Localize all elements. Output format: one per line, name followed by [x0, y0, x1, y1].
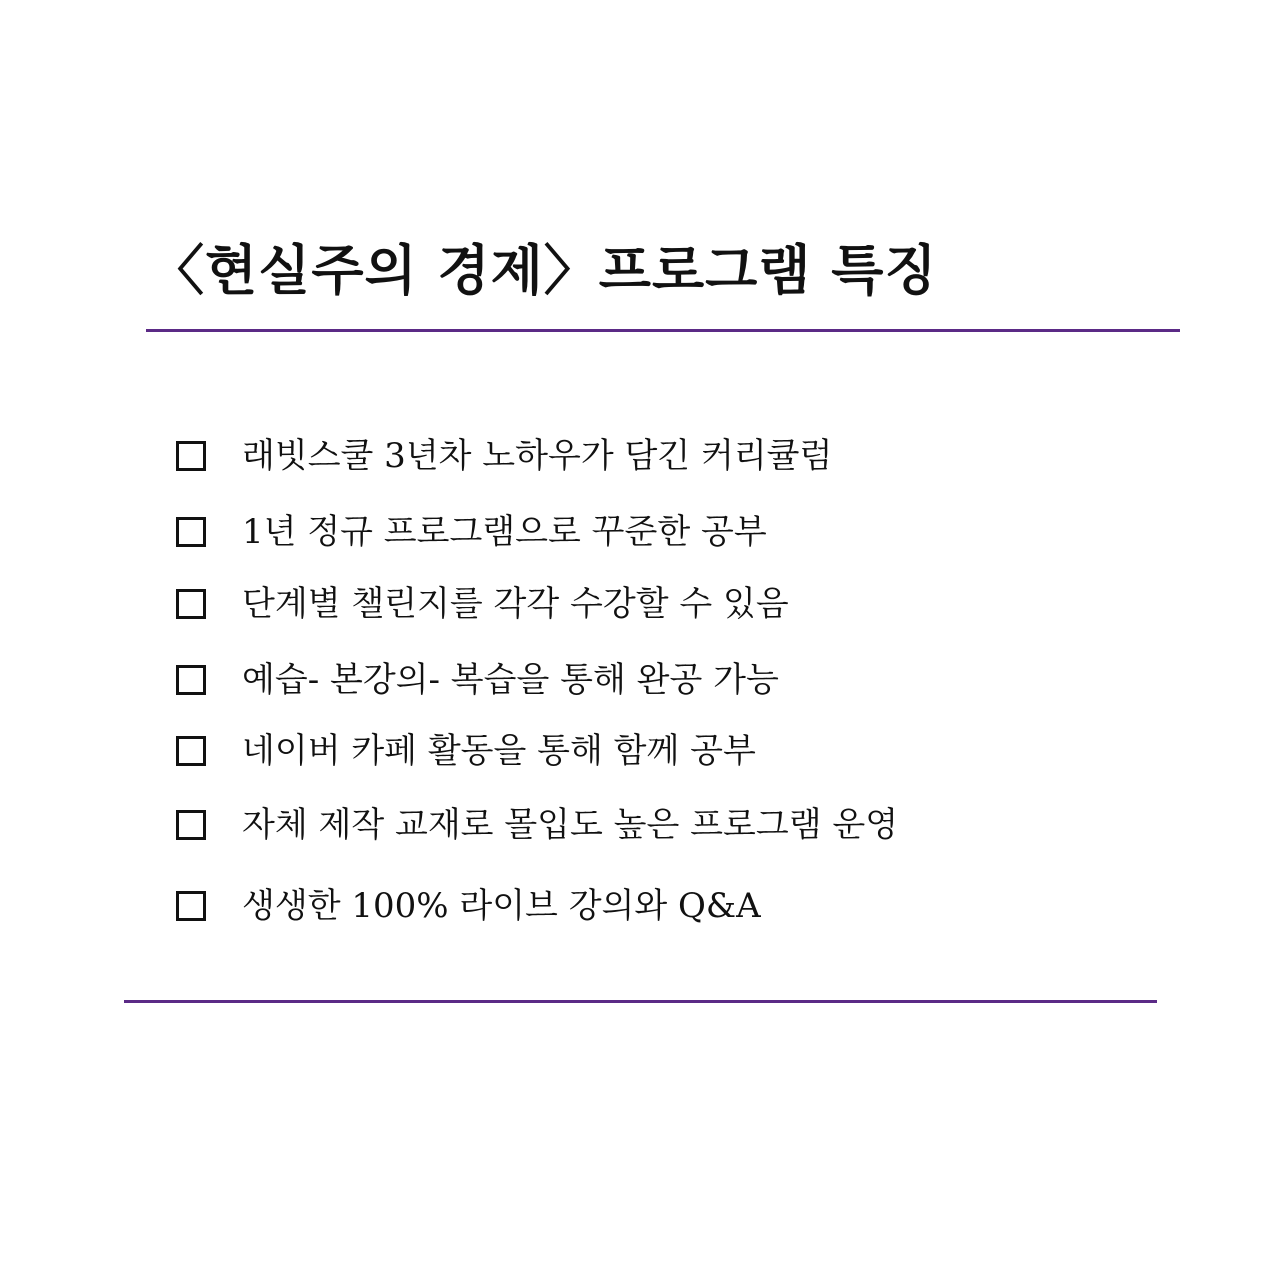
- feature-item: [176, 886, 761, 926]
- bottom-divider: [124, 1000, 1157, 1003]
- page-title: 〈현실주의 경제〉프로그램 특징: [150, 238, 938, 302]
- checkbox[interactable]: [176, 736, 206, 766]
- feature-item: [176, 731, 756, 771]
- feature-item: [176, 805, 898, 845]
- feature-label: 생생한 100% 라이브 강의와 Q&A: [242, 886, 761, 926]
- checkbox[interactable]: [176, 589, 206, 619]
- checkbox[interactable]: [176, 517, 206, 547]
- feature-label: 래빗스쿨 3년차 노하우가 담긴 커리큘럼: [242, 436, 833, 476]
- feature-label: 예습- 본강의- 복습을 통해 완공 가능: [242, 660, 779, 700]
- feature-label: 1년 정규 프로그램으로 꾸준한 공부: [242, 512, 767, 552]
- feature-label: 단계별 챌린지를 각각 수강할 수 있음: [242, 584, 789, 624]
- checkbox[interactable]: [176, 441, 206, 471]
- feature-label: 자체 제작 교재로 몰입도 높은 프로그램 운영: [242, 805, 899, 845]
- feature-item: [176, 436, 832, 476]
- title-divider: [146, 329, 1180, 332]
- checkbox[interactable]: [176, 665, 206, 695]
- feature-item: [176, 584, 789, 624]
- checkbox[interactable]: [176, 891, 206, 921]
- feature-item: [176, 512, 767, 552]
- feature-item: [176, 660, 779, 700]
- checkbox[interactable]: [176, 810, 206, 840]
- feature-label: 네이버 카페 활동을 통해 함께 공부: [242, 731, 756, 771]
